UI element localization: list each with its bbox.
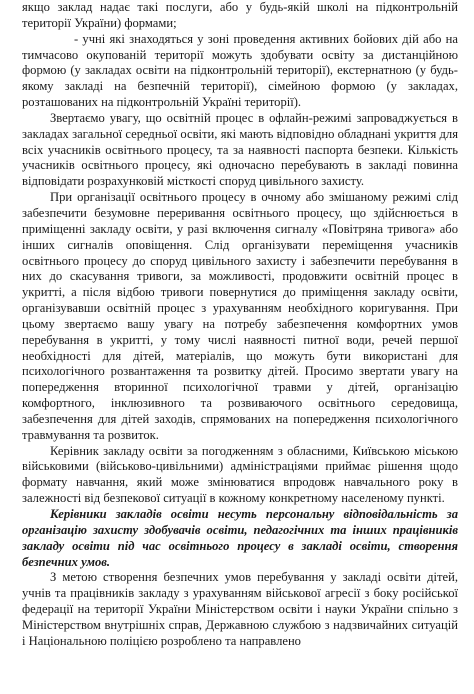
paragraph-personal-responsibility: Керівники закладів освіти несуть персональну відповідальність за організацію захисту здобувачів освіти, педагогічних та інших працівників закладу освіти під час освітнього процесу в закладі освіти, створення безпечних умов. [22,507,458,569]
document-page [22,0,458,694]
list-item-remote-learning: - учні які знаходяться у зоні проведення активних бойових дій або на тимчасово окупованій території можуть здобувати освіту за дистанційною формою (у закладах освіти на підконтрольній території), екстернатною (у будь-якому закладі на безпечній території), сімейною формою (у закладах, розташованих на підконтрольній Україні території). [22,31,458,110]
paragraph-continuation: якщо заклад надає такі послуги, або у будь-якій школі на підконтрольній території України) формами; [22,0,458,30]
paragraph-offline-mode: Звертаємо увагу, що освітній процес в офлайн-режимі запроваджується в закладах загальної середньої освіти, які мають відповідно обладнані укриття для всіх учасників освітнього процесу, та за наявності паспорта безпеки. Кількість учасників освітнього процесу, які одночасно перебувають в закладі повинна відповідати розрахунковій місткості споруд цивільного захисту. [22,110,458,189]
paragraph-safety-conditions: З метою створення безпечних умов перебування у закладі освіти дітей, учнів та працівників закладу з урахуванням військової агресії з боку російської федерації на території України Міністерством освіти і науки України спільно з Міністерством внутрішніх справ, Державною службою з надзвичайних ситуацій і Національною поліцією розроблено та направлено [22,570,458,648]
paragraph-learning-format-decision: Керівник закладу освіти за погодженням з обласними, Київською міською військовими (військово-цивільними) адміністраціями приймає рішення щодо формату навчання, який може змінюватися впродовж навчального року в залежності від безпекової ситуації в кожному конкретному населеному пункті. [22,443,458,506]
paragraph-air-raid-alert: При організації освітнього процесу в очному або змішаному режимі слід забезпечити безумовне переривання освітнього процесу, що здійснюється в приміщенні закладу освіти, у разі включення сигналу «Повітряна тривога» або інших сигналів оповіщення. Слід організувати переміщення учасників освітнього процесу до споруд цивільного захисту і забезпечити перебування в них до скасування тривоги, за можливості, продовжити освітній процес в укритті, а після відбою тривоги повернутися до приміщення закладу освіти, організувавши освітній процес з урахуванням необхідного коригування. При цьому звертаємо вашу увагу на потребу забезпечення комфортних умов перебування в укритті, у тому числі наявності питної води, речей першої необхідності для дітей, матеріалів, що можуть бути використані для психологічного розвантаження та розвитку дітей. Просимо звертати увагу на попередження вторинної психологічної травми у дітей, організацію комфортного, інклюзивного та розвиваючого освітнього середовища, забезпечення для дітей заходів, спрямованих на попередження психологічного травмування та розвиток. [22,190,458,442]
